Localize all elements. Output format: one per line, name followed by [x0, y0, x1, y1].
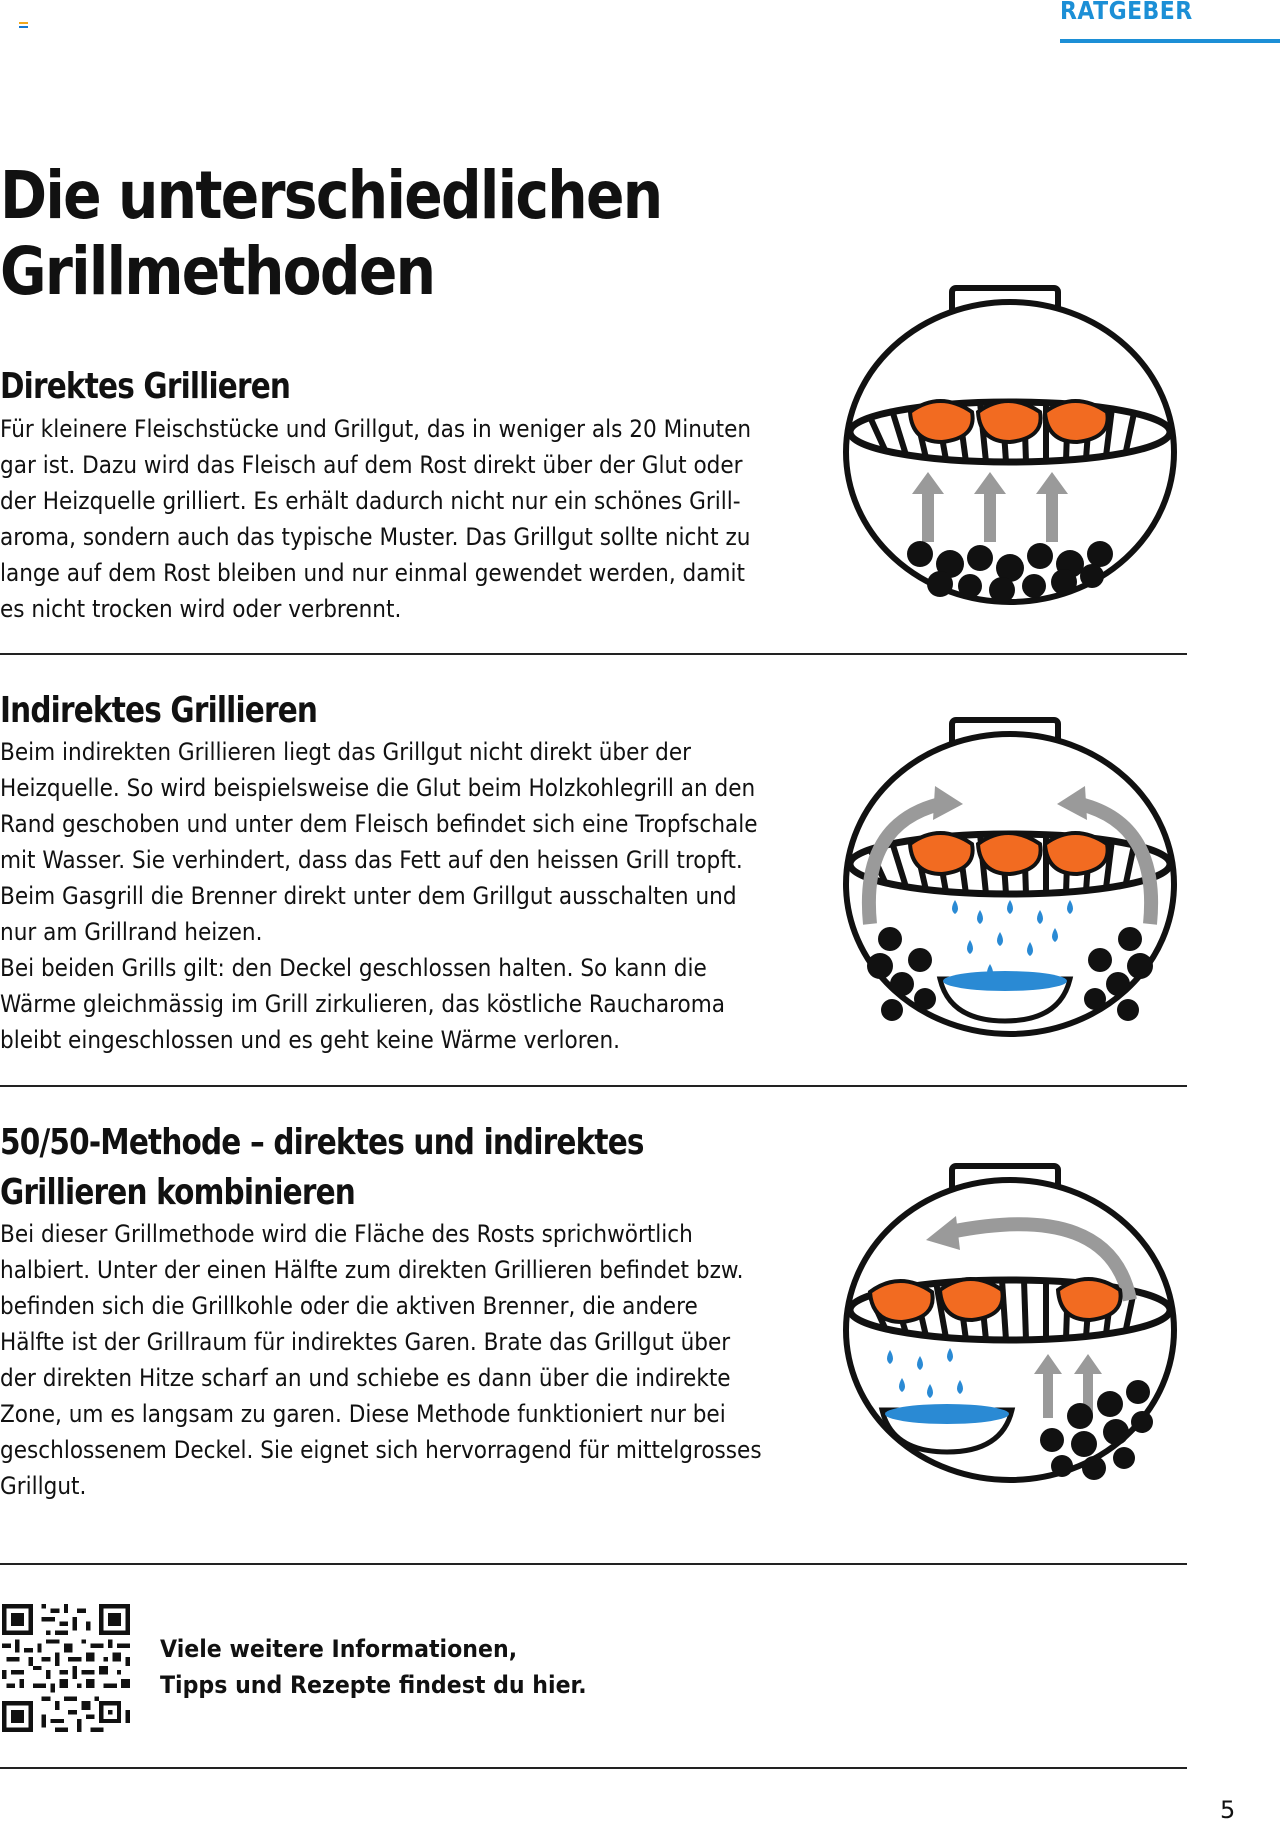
- text-line: Hälfte ist der Grillraum für indirektes Garen. Brate das Grillgut über: [0, 1328, 731, 1356]
- section-body-indirect: [0, 734, 758, 1058]
- text-line: Rand geschoben und unter dem Fleisch befindet sich eine Tropfschale: [0, 810, 758, 838]
- text-line: halbiert. Unter der einen Hälfte zum direkten Grillieren befindet bzw.: [0, 1256, 744, 1284]
- text-line: befinden sich die Grillkohle oder die aktiven Brenner, die andere: [0, 1292, 698, 1320]
- section-body-fifty-fifty: [0, 1216, 762, 1504]
- steak-icon: [910, 833, 1108, 874]
- text-line: Zone, um es langsam zu garen. Diese Methode funktioniert nur bei: [0, 1400, 726, 1428]
- text-line: lange auf dem Rost bleiben und nur einmal gewendet werden, damit: [0, 559, 746, 587]
- heading-line: Grillieren kombinieren: [0, 1172, 355, 1213]
- steak-icon: [910, 401, 1108, 442]
- section-divider: [0, 1085, 1187, 1087]
- text-line: geschlossenem Deckel. Sie eignet sich hervorragend für mittelgrosses: [0, 1436, 762, 1464]
- page-title: [0, 158, 661, 310]
- indirect-grilling-illustration: [830, 714, 1190, 1054]
- qr-code[interactable]: [2, 1604, 130, 1732]
- section-body-direct: [0, 411, 752, 627]
- section-divider: [0, 653, 1187, 655]
- text-line: gar ist. Dazu wird das Fleisch auf dem Rost direkt über der Glut oder: [0, 451, 743, 479]
- footer-divider: [0, 1767, 1187, 1769]
- page-title-line: Grillmethoden: [0, 233, 435, 310]
- text-line: es nicht trocken wird oder verbrennt.: [0, 595, 402, 623]
- corner-mark: [19, 22, 28, 28]
- section-label: RATGEBER: [1060, 0, 1193, 25]
- text-line: Bei beiden Grills gilt: den Deckel geschlossen halten. So kann die: [0, 954, 707, 982]
- text-line: Beim indirekten Grillieren liegt das Grillgut nicht direkt über der: [0, 738, 692, 766]
- fifty-fifty-illustration: [830, 1160, 1190, 1500]
- text-line: bleibt eingeschlossen und es geht keine Wärme verloren.: [0, 1026, 621, 1054]
- text-line: der Heizquelle grilliert. Es erhält dadurch nicht nur ein schönes Grill-: [0, 487, 741, 515]
- direct-grilling-illustration: [830, 282, 1190, 622]
- text-line: Bei dieser Grillmethode wird die Fläche des Rosts sprichwörtlich: [0, 1220, 693, 1248]
- page-title-line: Die unterschiedlichen: [0, 157, 662, 234]
- section-heading-direct: Direktes Grillieren: [0, 366, 291, 407]
- section-label-underline: [1060, 39, 1280, 43]
- text-line: mit Wasser. Sie verhindert, dass das Fett auf den heissen Grill tropft.: [0, 846, 743, 874]
- section-heading-fifty-fifty: [0, 1118, 644, 1218]
- section-divider: [0, 1563, 1187, 1565]
- qr-caption-line: Viele weitere Informationen,: [160, 1635, 518, 1663]
- page-number: 5: [1220, 1796, 1236, 1824]
- text-line: nur am Grillrand heizen.: [0, 918, 263, 946]
- text-line: Für kleinere Fleischstücke und Grillgut, das in weniger als 20 Minuten: [0, 415, 752, 443]
- text-line: der direkten Hitze scharf an und schiebe es dann über die indirekte: [0, 1364, 731, 1392]
- text-line: aroma, sondern auch das typische Muster. Das Grillgut sollte nicht zu: [0, 523, 751, 551]
- text-line: Beim Gasgrill die Brenner direkt unter dem Grillgut ausschalten und: [0, 882, 737, 910]
- heading-line: 50/50-Methode – direktes und indirektes: [0, 1122, 644, 1163]
- section-heading-indirect: Indirektes Grillieren: [0, 690, 318, 731]
- text-line: Grillgut.: [0, 1472, 87, 1500]
- qr-caption: [160, 1631, 587, 1703]
- text-line: Wärme gleichmässig im Grill zirkulieren, das köstliche Raucharoma: [0, 990, 726, 1018]
- text-line: Heizquelle. So wird beispielsweise die Glut beim Holzkohlegrill an den: [0, 774, 756, 802]
- qr-caption-line: Tipps und Rezepte findest du hier.: [160, 1671, 587, 1699]
